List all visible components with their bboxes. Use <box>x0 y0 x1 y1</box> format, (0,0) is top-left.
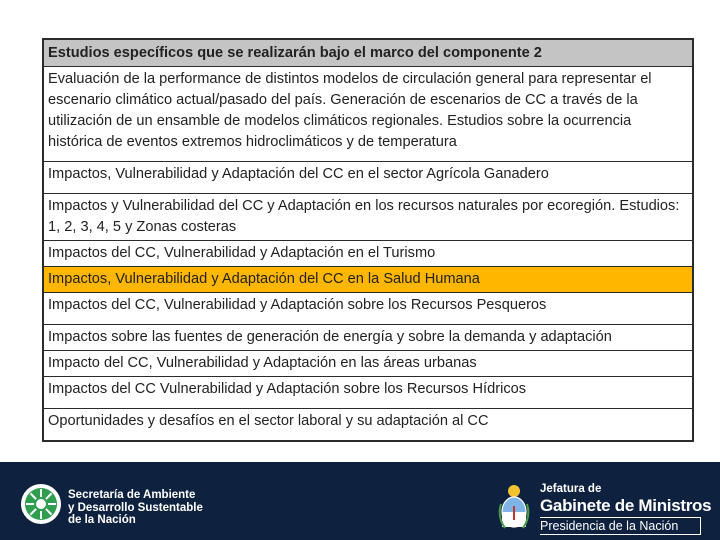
table-row: Impactos y Vulnerabilidad del CC y Adaptación en los recursos naturales por ecoregión. Estudios: 1, 2, 3, 4, 5 y Zonas costeras <box>44 193 692 240</box>
table-row: Impactos, Vulnerabilidad y Adaptación del CC en el sector Agrícola Ganadero <box>44 161 692 193</box>
table-row: Evaluación de la performance de distintos modelos de circulación general para representar el escenario climático actual/pasado del país. Generación de escenarios de CC a través de la utilización de un ensamble de modelos climáticos regionales. Estudios sobre la ocurrencia histórica de eventos extremos hidroclimáticos y de temperatura <box>44 66 692 161</box>
table-row-highlighted: Impactos, Vulnerabilidad y Adaptación del CC en la Salud Humana <box>44 266 692 292</box>
secretaria-line-1: Secretaría de Ambiente <box>68 489 196 501</box>
secretaria-line-2: y Desarrollo Sustentable <box>68 501 203 514</box>
table-row: Impacto del CC, Vulnerabilidad y Adaptación en las áreas urbanas <box>44 350 692 376</box>
secretaria-line-3: de la Nación <box>68 514 136 526</box>
studies-table <box>42 38 694 442</box>
table-row: Impactos del CC Vulnerabilidad y Adaptación sobre los Recursos Hídricos <box>44 376 692 408</box>
table-row: Impactos del CC, Vulnerabilidad y Adaptación en el Turismo <box>44 240 692 266</box>
jefatura-logo-text <box>540 483 711 535</box>
table-header: Estudios específicos que se realizarán bajo el marco del componente 2 <box>44 40 692 66</box>
jefatura-line-3: Presidencia de la Nación <box>540 517 701 535</box>
jefatura-line-1: Jefatura de <box>540 483 602 495</box>
footer-bar <box>0 462 720 540</box>
coat-of-arms-icon <box>497 482 531 532</box>
secretaria-logo-text <box>68 489 203 527</box>
table-row: Impactos del CC, Vulnerabilidad y Adaptación sobre los Recursos Pesqueros <box>44 292 692 324</box>
sun-leaf-icon <box>20 483 62 525</box>
jefatura-line-2: Gabinete de Ministros <box>540 496 712 515</box>
table-row: Impactos sobre las fuentes de generación de energía y sobre la demanda y adaptación <box>44 324 692 350</box>
table-row: Oportunidades y desafíos en el sector laboral y su adaptación al CC <box>44 408 692 440</box>
